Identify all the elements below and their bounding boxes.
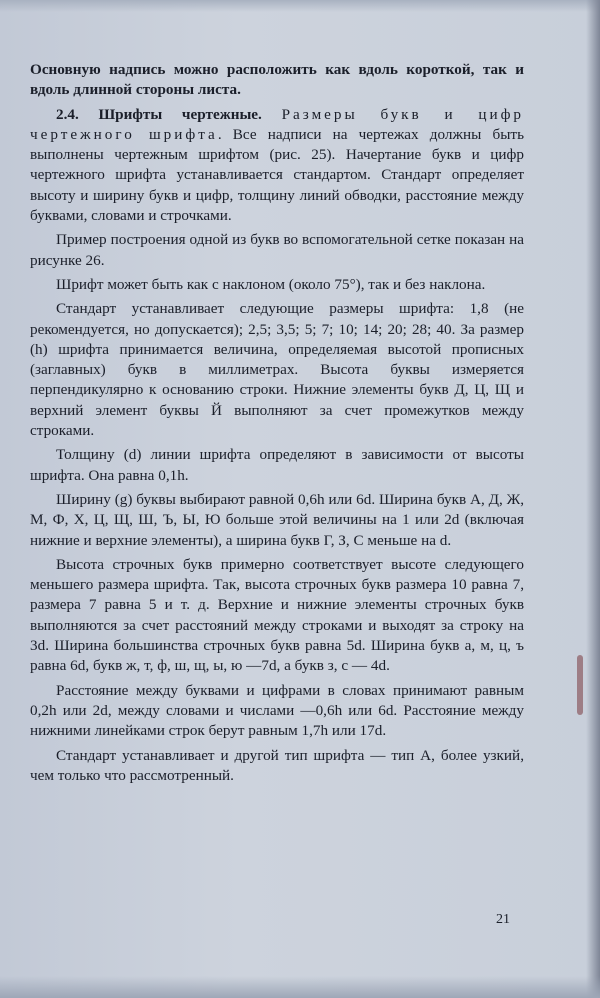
paragraph-grid-example: Пример построения одной из букв во вспомогательной сетке показан на рисунке 26. [30, 231, 524, 269]
section-paragraph [30, 105, 524, 227]
section-body: . Все надписи на чертежах должны быть выполнены чертежным шрифтом (рис. 25). Начертание букв и цифр чертежного шрифта устанавливается стандартом. Стандарт определяет высоту и ширину букв и цифр, толщину линий обводки, расстояние между буквами, словами и строчками. [30, 125, 524, 225]
page-top-shadow [0, 0, 600, 12]
intro-paragraph: Основную надпись можно расположить как вдоль короткой, так и вдоль длинной стороны листа. [30, 61, 524, 99]
bookmark-strip [577, 655, 583, 715]
section-spaced-term: Размеры букв и цифр чертежного шрифта [30, 105, 525, 143]
paragraph-lowercase-height: Высота строчных букв примерно соответствует высоте следующего меньшего размера шрифта. Так, высота строчных букв размера 10 равна 7, размера 7 равна 5 и т. д. Верхние и нижние элементы строчных букв выполняются за счет расстояний между строками и выходят за строку на 3d. Ширина большинства строчных букв равна 5d. Ширина букв а, м, ц, ъ равна 6d, букв ж, т, ф, ш, щ, ы, ю —7d, а букв з, с — 4d. [30, 555, 524, 675]
section-heading: 2.4. Шрифты чертежные. [56, 105, 262, 123]
page-right-shadow [586, 0, 600, 998]
paragraph-type-a: Стандарт устанавливает и другой тип шрифта — тип А, более узкий, чем только что рассмотренный. [30, 746, 524, 784]
page-text [30, 60, 524, 790]
paragraph-sizes: Стандарт устанавливает следующие размеры шрифта: 1,8 (не рекомендуется, но допускается); 2,5; 3,5; 5; 7; 10; 14; 20; 28; 40. За размер (h) шрифта принимается величина, определяемая высотой прописных (заглавных) букв в миллиметрах. Высота буквы измеряется перпендикулярно к основанию строки. Нижние элементы букв Д, Ц, Щ и верхний элемент буквы Й выполняют за счет промежутков между строками. [30, 300, 524, 440]
page-bottom-shadow [0, 976, 600, 998]
page-number: 21 [496, 912, 510, 927]
paragraph-thickness: Толщину (d) линии шрифта определяют в зависимости от высоты шрифта. Она равна 0,1h. [30, 446, 524, 484]
paragraph-slant: Шрифт может быть как с наклоном (около 75°), так и без наклона. [56, 275, 486, 293]
paragraph-width: Ширину (g) буквы выбирают равной 0,6h или 6d. Ширина букв А, Д, Ж, М, Ф, Х, Ц, Щ, Ш, Ъ, Ы, Ю больше этой величины на 1 или 2d (включая нижние и верхние элементы), а ширина букв Г, З, С меньше на d. [30, 490, 524, 549]
paragraph-spacing: Расстояние между буквами и цифрами в словах принимают равным 0,2h или 2d, между словами и числами —0,6h или 6d. Расстояние между нижними линейками строк берут равным 1,7h или 17d. [30, 681, 524, 740]
